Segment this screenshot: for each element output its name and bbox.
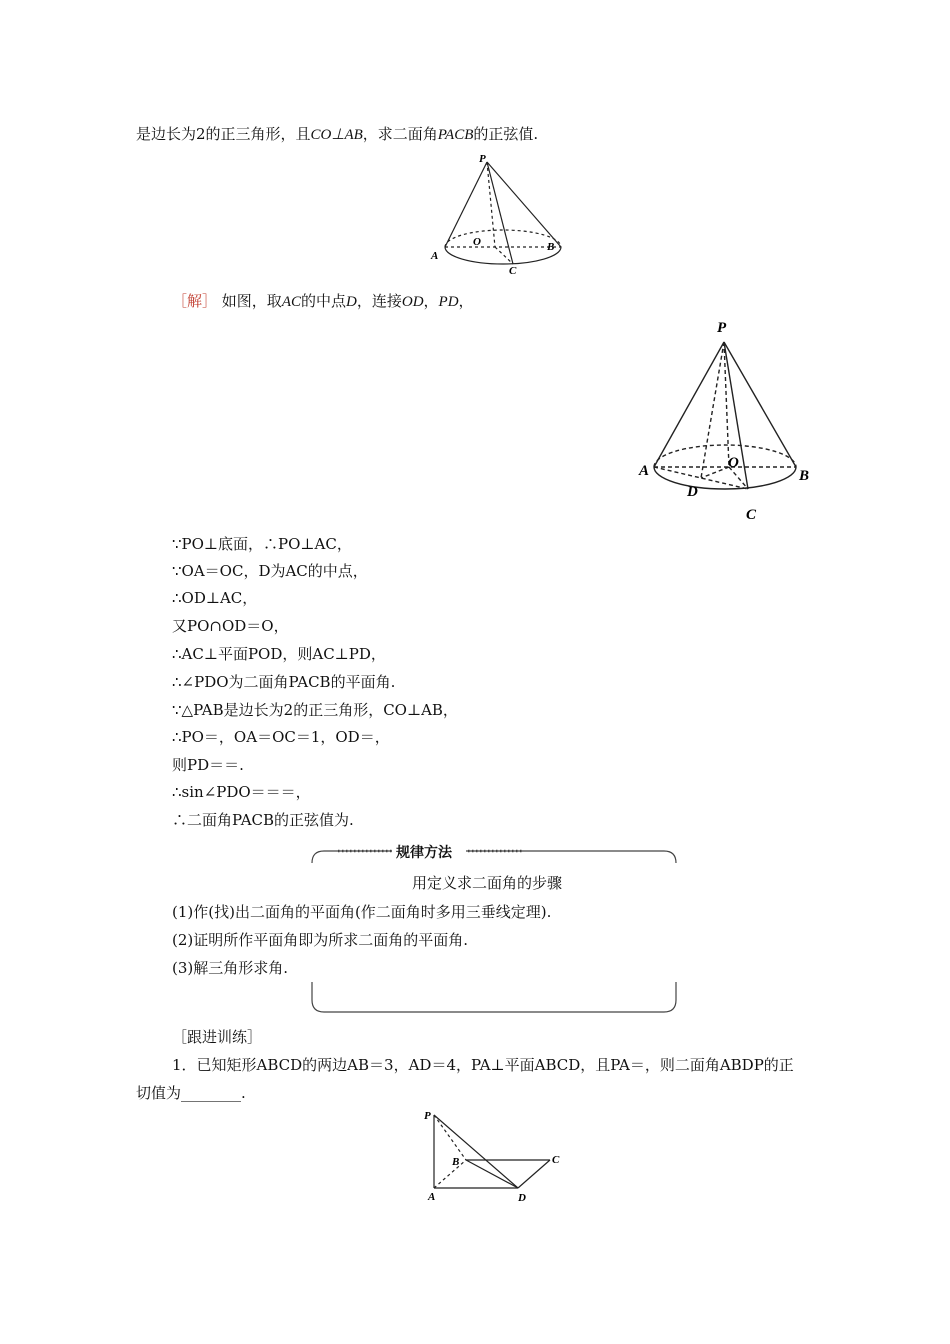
step-7: ∵△PAB是边长为2的正三角形，CO⊥AB， <box>172 701 458 719</box>
fig3-label-c: C <box>552 1154 560 1166</box>
fig1-label-c: C <box>509 265 517 277</box>
problem-pacb: PACB <box>437 127 474 143</box>
solution-end: ， <box>458 292 474 310</box>
solution-od: OD <box>401 294 424 310</box>
problem-co-ab: CO⊥AB <box>310 127 363 143</box>
step-6: ∴∠PDO为二面角PACB的平面角. <box>172 673 396 691</box>
fig2-label-p: P <box>717 320 727 336</box>
solution-d: D <box>346 294 357 310</box>
fig3-label-b: B <box>452 1156 460 1168</box>
fig3-label-p: P <box>424 1110 431 1122</box>
question-1-line-2: 切值为________. <box>136 1084 246 1102</box>
cone-figure-small <box>425 150 565 280</box>
fig1-label-b: B <box>547 241 555 253</box>
step-2: ∵OA＝OC，D为AC的中点， <box>172 562 368 580</box>
method-box-title: 规律方法 <box>392 842 456 862</box>
problem-line <box>136 124 538 145</box>
method-heading: 用定义求二面角的步骤 <box>412 874 563 892</box>
step-11: ∴二面角PACB的正弦值为. <box>172 811 354 829</box>
problem-intro: 是边长为2的正三角形，且 <box>136 125 311 143</box>
solution-ac: AC <box>281 294 301 310</box>
question-1-line-1: 1．已知矩形ABCD的两边AB＝3，AD＝4，PA⊥平面ABCD，且PA＝，则二面角ABDP的正 <box>172 1056 794 1074</box>
step-4: 又PO∩OD＝O， <box>172 617 289 635</box>
solution-text1: 如图，取 <box>221 292 282 310</box>
training-header: ［跟进训练］ <box>172 1028 263 1046</box>
method-item-2: (2)证明所作平面角即为所求二面角的平面角. <box>172 931 469 949</box>
fig2-label-b: B <box>799 468 810 484</box>
fig2-label-a: A <box>639 463 650 479</box>
method-item-3: (3)解三角形求角. <box>172 959 289 977</box>
cone-figure-large <box>630 315 830 525</box>
problem-ask: ，求二面角 <box>362 125 438 143</box>
fig3-label-d: D <box>518 1192 526 1204</box>
pyramid-figure <box>418 1105 578 1205</box>
step-8: ∴PO＝，OA＝OC＝1，OD＝， <box>172 728 390 746</box>
step-9: 则PD＝＝. <box>172 756 244 774</box>
fig2-label-o: O <box>728 455 739 471</box>
step-10: ∴sin∠PDO＝＝＝， <box>172 783 311 801</box>
fig1-label-p: P <box>479 153 486 165</box>
problem-ask2: 的正弦值. <box>473 125 539 143</box>
solution-tag: ［解］ <box>172 292 218 310</box>
solution-sep: ， <box>423 292 439 310</box>
solution-pd: PD <box>438 294 459 310</box>
solution-text3: ，连接 <box>356 292 402 310</box>
step-5: ∴AC⊥平面POD，则AC⊥PD， <box>172 645 386 663</box>
method-item-1: (1)作(找)出二面角的平面角(作二面角时多用三垂线定理). <box>172 903 552 921</box>
fig2-label-c: C <box>746 507 757 523</box>
fig2-label-d: D <box>687 484 698 500</box>
step-1: ∵PO⊥底面，∴PO⊥AC， <box>172 535 352 553</box>
solution-intro <box>172 291 474 312</box>
fig3-label-a: A <box>428 1191 436 1203</box>
fig1-label-a: A <box>431 250 439 262</box>
fig1-label-o: O <box>473 236 481 248</box>
step-3: ∴OD⊥AC， <box>172 589 258 607</box>
solution-text2: 的中点 <box>300 292 346 310</box>
